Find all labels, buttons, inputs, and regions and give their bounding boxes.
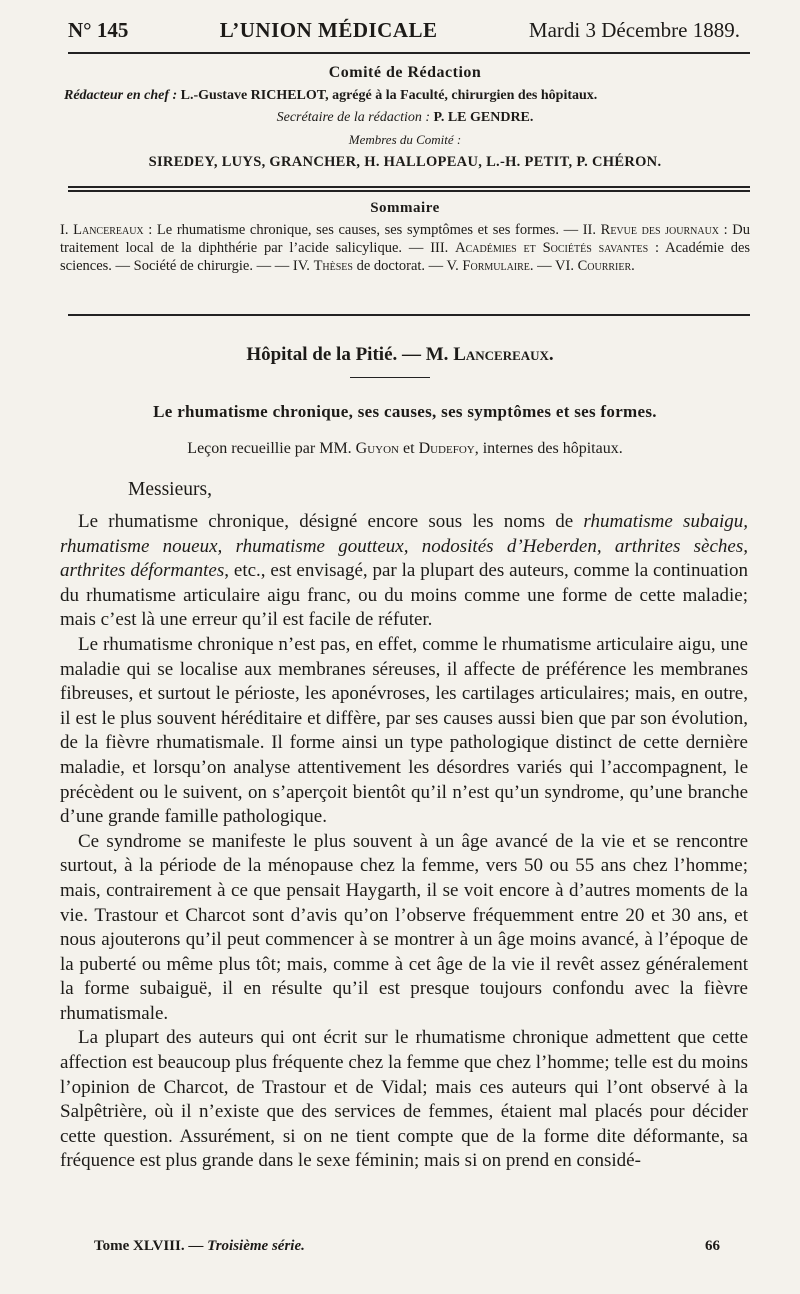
toc-rule [68, 314, 750, 316]
chief-editor-line [60, 88, 750, 104]
secretary-name: P. LE GENDRE. [433, 110, 534, 125]
toc-item: II. Revue des journaux : Du traitement local de la diphthérie par l’acide salicylique. — [60, 222, 751, 256]
lecturer-name: Lancereaux [453, 344, 549, 365]
article-subtitle: Leçon recueillie par MM. Guyon et Dudefoy, internes des hôpitaux. [187, 440, 623, 457]
issue-number: N° 145 [68, 18, 129, 42]
toc-item: — IV. Thèses de doctorat. — V. Formulaire. — VI. Courrier. [274, 258, 635, 274]
toc-item: I. Lancereaux : Le rhumatisme chronique, ses causes, ses symptômes et ses formes. — [60, 222, 579, 238]
hospital-heading: Hôpital de la Pitié. — M. Lancereaux. [246, 344, 554, 365]
secretary-label: Secrétaire de la rédaction : [276, 110, 431, 125]
paragraph: Ce syndrome se manifeste le plus souvent à un âge avancé de la vie et se rencontre surtout, à la période de la ménopause chez la femme, vers 50 ou 55 ans chez l’homme; mais, contrairement à ce que pensait Haygarth, il se voit encore à d’autres moments de la vie. Trastour et Charcot sont d’avis qu’on l’observe fréquemment entre 20 et 30 ans, et nous ajouterons qu’il peut commencer à se montrer à un âge moins avancé, à l’époque de la puberté ou même plus tôt; mais, comme à cet âge de la vie il revêt assez généralement la forme subaiguë, il en résulte qu’il est presque toujours confondu avec la fièvre rhumatismale. [60, 830, 748, 1024]
page-footer [60, 1238, 720, 1255]
article-title: Le rhumatisme chronique, ses causes, ses symptômes et ses formes. [153, 402, 657, 421]
journal-title: L’UNION MÉDICALE [219, 18, 438, 42]
secretary-line [60, 110, 750, 126]
paragraph: Le rhumatisme chronique, désigné encore sous les noms de rhumatisme subaigu, rhumatisme noueux, rhumatisme goutteux, nodosités d’Heberden, arthrites sèches, arthrites déformantes, etc., est envisagé, par la plupart des auteurs, comme la continuation du rhumatisme articulaire aigu franc, ou du moins comme une forme de cette maladie; mais c’est là une erreur qu’il est facile de réfuter. [60, 511, 748, 631]
heading-rule [350, 377, 430, 378]
members-label: Membres du Comité : [348, 132, 462, 147]
toc-item: III. Académies et Sociétés savantes : Académie des sciences. — Société de chirurgie. — [60, 240, 751, 274]
toc-body [60, 221, 750, 275]
salutation: Messieurs, [128, 479, 212, 500]
paragraph: Le rhumatisme chronique n’est pas, en effet, comme le rhumatisme articulaire aigu, une maladie qui se localise aux membranes séreuses, il affecte de préférence les membranes fibreuses, et surtout le périoste, les aponévroses, les cartilages articulaires; mais, en outre, il est le plus souvent héréditaire et diffère, par ses causes aussi bien que par son évolution, de la fièvre rhumatismale. Il forme ainsi un type pathologique distinct de cette dernière maladie, et lorsqu’on analyse attentivement les désordres variés qui l’accompagnent, le précèdent ou le suivent, on s’aperçoit bientôt qu’il n’est qu’un syndrome, qu’une branche d’une grande famille pathologique. [60, 633, 748, 828]
table-of-contents [60, 200, 750, 275]
chief-editor-label: Rédacteur en chef : [64, 88, 178, 103]
editorial-committee [60, 64, 750, 171]
toc-title: Sommaire [370, 200, 440, 216]
page-header [68, 18, 740, 48]
committee-rule-1 [68, 186, 750, 188]
header-rule [68, 52, 750, 54]
issue-date: Mardi 3 Décembre 1889. [528, 18, 740, 42]
article-body [60, 510, 748, 1174]
page-number: 66 [705, 1238, 720, 1254]
chief-editor-text: L.-Gustave RICHELOT, agrégé à la Faculté, chirurgien des hôpitaux. [180, 88, 598, 103]
committee-rule-2 [68, 190, 750, 192]
committee-members: SIREDEY, LUYS, GRANCHER, H. HALLOPEAU, L.-H. PETIT, P. CHÉRON. [148, 154, 662, 170]
volume-info: Tome XLVIII. — Troisième série. [94, 1238, 305, 1254]
committee-title: Comité de Rédaction [328, 64, 482, 81]
paragraph: La plupart des auteurs qui ont écrit sur le rhumatisme chronique admettent que cette affection est beaucoup plus fréquente chez la femme que chez l’homme; telle est du moins l’opinion de Charcot, de Trastour et de Vidal; mais ces auteurs qui l’ont observé à la Salpêtrière, où il n’existe que des services de femmes, étaient mal placés pour décider cette question. Assurément, si on ne tient compte que de la forme dite déformante, sa fréquence est plus grande dans le sexe féminin; mais si on prend en considé- [60, 1027, 748, 1172]
